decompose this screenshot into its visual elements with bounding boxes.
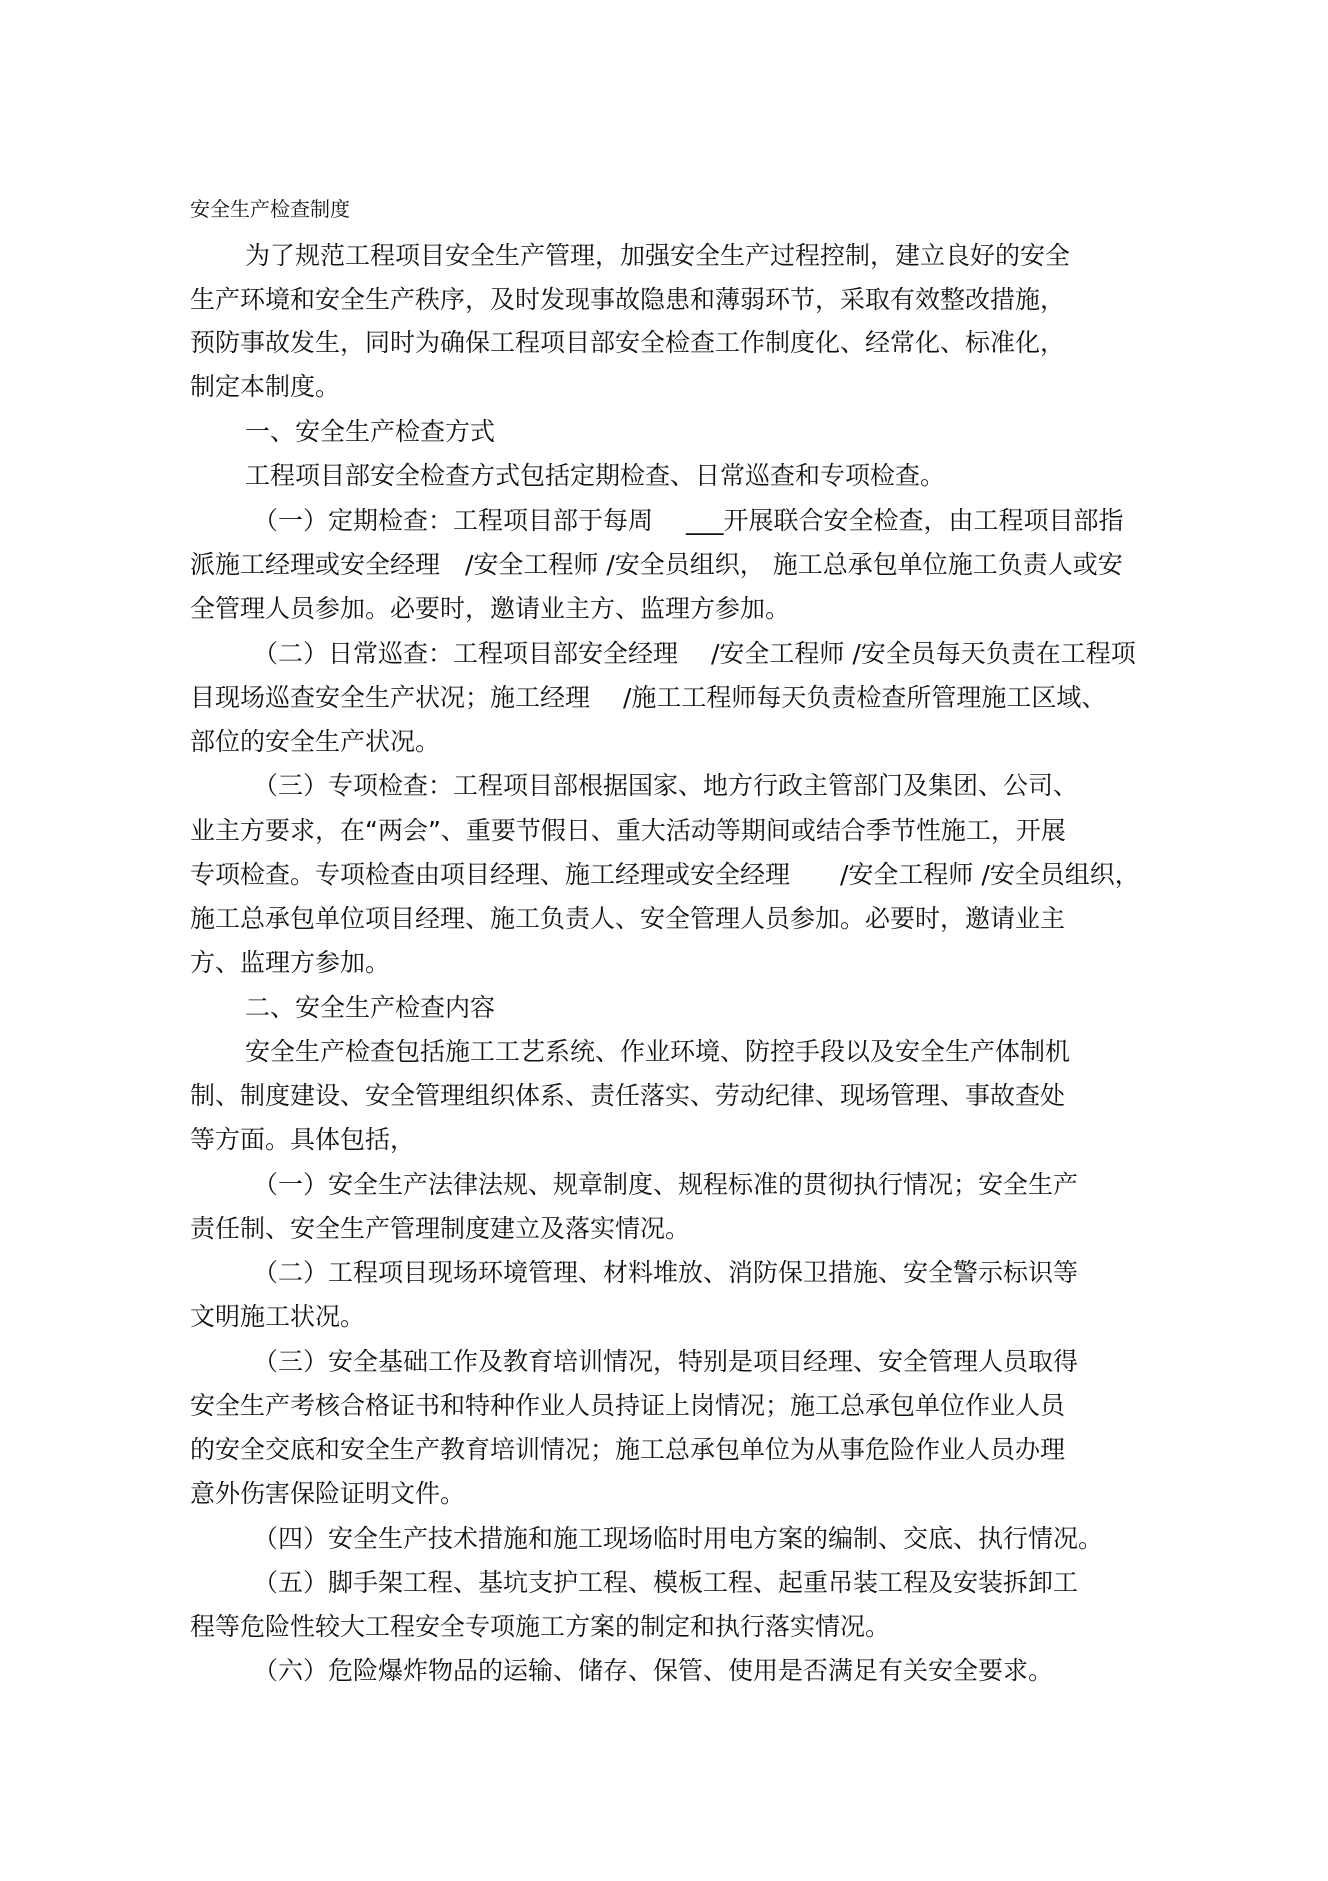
paragraph-line: （五）脚手架工程、基坑支护工程、模板工程、起重吊装工程及安装拆卸工 xyxy=(253,1568,1079,1597)
paragraph-line: （四）安全生产技术措施和施工现场临时用电方案的编制、交底、执行情况。 xyxy=(253,1524,1104,1553)
paragraph-line: 工程项目部安全检查方式包括定期检查、日常巡查和专项检查。 xyxy=(245,461,946,490)
paragraph-line: 安全生产检查包括施工工艺系统、作业环境、防控手段以及安全生产体制机 xyxy=(245,1037,1071,1066)
paragraph-line: 等方面。具体包括， xyxy=(190,1125,416,1154)
paragraph-line: （六）危险爆炸物品的运输、储存、保管、使用是否满足有关安全要求。 xyxy=(253,1656,1054,1685)
paragraph-line: 专项检查。专项检查由项目经理、施工经理或安全经理 /安全工程师 /安全员组织， xyxy=(190,860,1140,889)
paragraph-line: 业主方要求，在“两会”、重要节假日、重大活动等期间或结合季节性施工，开展 xyxy=(190,816,1066,845)
paragraph-line: 派施工经理或安全经理 /安全工程师 /安全员组织， 施工总承包单位施工负责人或安 xyxy=(190,550,1123,579)
section-heading: 一、安全生产检查方式 xyxy=(245,417,496,446)
paragraph-line: 生产环境和安全生产秩序，及时发现事故隐患和薄弱环节，采取有效整改措施， xyxy=(190,285,1066,314)
paragraph-line: 部位的安全生产状况。 xyxy=(190,727,441,756)
paragraph-line: 施工总承包单位项目经理、施工负责人、安全管理人员参加。必要时，邀请业主 xyxy=(190,904,1066,933)
paragraph-line: 为了规范工程项目安全生产管理，加强安全生产过程控制，建立良好的安全 xyxy=(245,241,1071,270)
paragraph-line: （一）定期检查：工程项目部于每周 ___开展联合安全检查，由工程项目部指 xyxy=(253,506,1124,535)
paragraph-line: 的安全交底和安全生产教育培训情况；施工总承包单位为从事危险作业人员办理 xyxy=(190,1435,1066,1464)
document-title: 安全生产检查制度 xyxy=(190,197,350,221)
paragraph-line: （二）工程项目现场环境管理、材料堆放、消防保卫措施、安全警示标识等 xyxy=(253,1258,1079,1287)
paragraph-line: （二）日常巡查：工程项目部安全经理 /安全工程师 /安全员每天负责在工程项 xyxy=(253,639,1136,668)
paragraph-line: （三）安全基础工作及教育培训情况，特别是项目经理、安全管理人员取得 xyxy=(253,1347,1079,1376)
paragraph-line: （一）安全生产法律法规、规章制度、规程标准的贯彻执行情况；安全生产 xyxy=(253,1170,1079,1199)
paragraph-line: 安全生产考核合格证书和特种作业人员持证上岗情况；施工总承包单位作业人员 xyxy=(190,1391,1066,1420)
paragraph-line: 程等危险性较大工程安全专项施工方案的制定和执行落实情况。 xyxy=(190,1612,891,1641)
section-heading: 二、安全生产检查内容 xyxy=(245,993,496,1022)
paragraph-line: 全管理人员参加。必要时，邀请业主方、监理方参加。 xyxy=(190,594,791,623)
paragraph-line: 责任制、安全生产管理制度建立及落实情况。 xyxy=(190,1214,691,1243)
paragraph-line: 制、制度建设、安全管理组织体系、责任落实、劳动纪律、现场管理、事故查处 xyxy=(190,1081,1066,1110)
paragraph-line: 目现场巡查安全生产状况；施工经理 /施工工程师每天负责检查所管理施工区域、 xyxy=(190,683,1107,712)
paragraph-line: 制定本制度。 xyxy=(190,372,341,401)
paragraph-line: 预防事故发生，同时为确保工程项目部安全检查工作制度化、经常化、标准化， xyxy=(190,328,1066,357)
paragraph-line: 文明施工状况。 xyxy=(190,1302,366,1331)
paragraph-line: 意外伤害保险证明文件。 xyxy=(190,1479,466,1508)
paragraph-line: （三）专项检查：工程项目部根据国家、地方行政主管部门及集团、公司、 xyxy=(253,771,1079,800)
paragraph-line: 方、监理方参加。 xyxy=(190,948,391,977)
